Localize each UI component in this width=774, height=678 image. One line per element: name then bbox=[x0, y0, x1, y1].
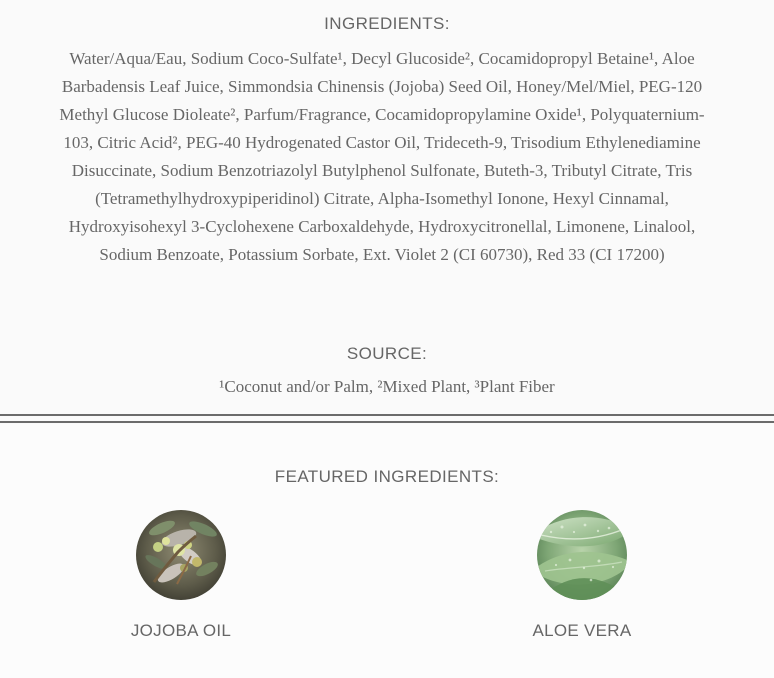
ingredients-list: Water/Aqua/Eau, Sodium Coco-Sulfate¹, Decyl Glucoside², Cocamidopropyl Betaine¹, Aloe Barbadensis Leaf Juice, Simmondsia Chinensis (Jojoba) Seed Oil, Honey/Mel/Miel, PEG-120 Methyl Glucose Dioleate², Parfum/Fragrance, Cocamidopropylamine Oxide¹, Polyquaternium-103, Citric Acid², PEG-40 Hydrogenated Castor Oil, Trideceth-9, Trisodium Ethylenediamine Disuccinate, Sodium Benzotriazolyl Butylphenol Sulfonate, Buteth-3, Tributyl Citrate, Tris (Tetramethylhydroxypiperidinol) Citrate, Alpha-Isomethyl Ionone, Hexyl Cinnamal, Hydroxyisohexyl 3-Cyclohexene Carboxaldehyde, Hydroxycitronellal, Limonene, Linalool, Sodium Benzoate, Potassium Sorbate, Ext. Violet 2 (CI 60730), Red 33 (CI 17200) bbox=[59, 49, 705, 264]
featured-ingredient-label: JOJOBA OIL bbox=[130, 621, 232, 640]
source-heading: SOURCE: bbox=[346, 344, 428, 363]
section-divider-bottom bbox=[0, 421, 774, 423]
source-text: ¹Coconut and/or Palm, ²Mixed Plant, ³Plant Fiber bbox=[219, 377, 555, 396]
ingredients-heading: INGREDIENTS: bbox=[324, 14, 450, 33]
section-divider-top bbox=[0, 414, 774, 416]
featured-ingredient-jojoba bbox=[71, 510, 291, 641]
jojoba-plant-photo bbox=[136, 510, 226, 600]
aloe-vera-photo bbox=[537, 510, 627, 600]
featured-ingredient-label: ALOE VERA bbox=[532, 621, 632, 640]
featured-ingredients-heading: FEATURED INGREDIENTS: bbox=[274, 467, 500, 486]
featured-ingredient-aloe-vera bbox=[472, 510, 692, 641]
